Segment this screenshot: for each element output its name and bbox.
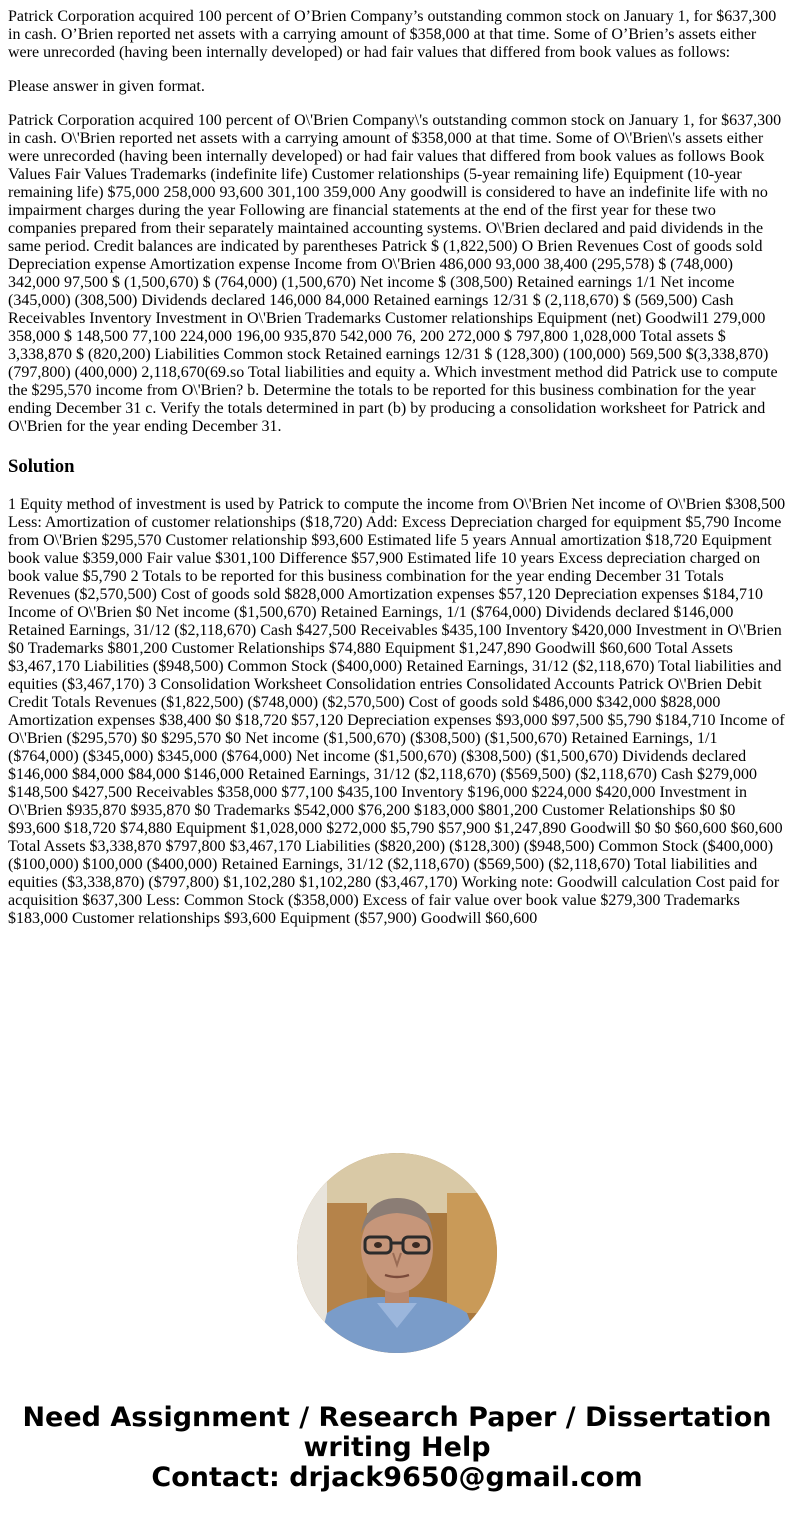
question-full-text: Patrick Corporation acquired 100 percent of O\'Brien Company\'s outstanding common stock on January 1, for $637,300 in cash. O\'Brien reported net assets with a carrying amount of $358,000 at that time. Some of O\'Brien\'s assets either were unrecorded (having been internally developed) or had fair values that differed from book values as follows Book Values Fair Values Trademarks (indefinite life) Customer relationships (5-year remaining life) Equipment (10-year remaining life) $75,000 258,000 93,600 301,100 359,000 Any goodwill is considered to have an indefinite life with no impairment charges during the year Following are financial statements at the end of the first year for these two companies prepared from their separately maintained accounting systems. O\'Brien declared and paid dividends in the same period. Credit balances are indicated by parentheses Patrick $ (1,822,500) O Brien Revenues Cost of goods sold Depreciation expense Amortization expense Income from O\'Brien 486,000 93,000 38,400 (295,578) $ (748,000) 342,000 97,500 $ (1,500,670) $ (764,000) (1,500,670) Net income $ (308,500) Retained earnings 1/1 Net income (345,000) (308,500) Dividends declared 146,000 84,000 Retained earnings 12/31 $ (2,118,670) $ (569,500) Cash Receivables Inventory Investment in O\'Brien Trademarks Customer relationships Equipment (net) Goodwil1 279,000 358,000 $ 148,500 77,100 224,000 196,00 935,870 542,000 76, 200 272,000 $ 797,800 1,028,000 Total assets $ 3,338,870 $ (820,200) Liabilities Common stock Retained earnings 12/31 $ (128,300) (100,000) 569,500 $(3,338,870) (797,800) (400,000) 2,118,670(69.so Total liabilities and equity a. Which investment method did Patrick use to compute the $295,570 income from O\'Brien? b. Determine the totals to be reported for this business combination for the year ending December 31 c. Verify the totals determined in part (b) by producing a consolidation worksheet for Patrick and O\'Brien for the year ending December 31. — [8, 112, 782, 435]
footer-call-to-action — [0, 1403, 794, 1493]
document-body — [8, 8, 786, 944]
author-avatar — [297, 1153, 497, 1353]
footer-contact-email[interactable]: Contact: drjack9650@gmail.com — [151, 1462, 643, 1493]
question-intro: Patrick Corporation acquired 100 percent of O’Brien Company’s outstanding common stock on January 1, for $637,300 in cash. O’Brien reported net assets with a carrying amount of $358,000 at that time. Some of O’Brien’s assets either were unrecorded (having been internally developed) or had fair values that differed from book values as follows: — [8, 8, 777, 61]
solution-heading: Solution — [8, 456, 75, 477]
author-photo — [297, 1153, 497, 1353]
footer-line-2: writing Help — [303, 1432, 491, 1463]
solution-body: 1 Equity method of investment is used by Patrick to compute the income from O\'Brien Net income of O\'Brien $308,500 Less: Amortization of customer relationships ($18,720) Add: Excess Depreciation charged for equipment $5,790 Income from O\'Brien $295,570 Customer relationship $93,600 Estimated life 5 years Annual amortization $18,720 Equipment book value $359,000 Fair value $301,100 Difference $57,900 Estimated life 10 years Excess depreciation charged on book value $5,790 2 Totals to be reported for this business combination for the year ending December 31 Totals Revenues ($2,570,500) Cost of goods sold $828,000 Amortization expenses $57,120 Depreciation expenses $184,710 Income of O\'Brien $0 Net income ($1,500,670) Retained Earnings, 1/1 ($764,000) Dividends declared $146,000 Retained Earnings, 31/12 ($2,118,670) Cash $427,500 Receivables $435,100 Inventory $420,000 Investment in O\'Brien $0 Trademarks $801,200 Customer Relationships $74,880 Equipment $1,247,890 Goodwill $60,600 Total Assets $3,467,170 Liabilities ($948,500) Common Stock ($400,000) Retained Earnings, 31/12 ($2,118,670) Total liabilities and equities ($3,467,170) 3 Consolidation Worksheet Consolidation entries Consolidated Accounts Patrick O\'Brien Debit Credit Totals Revenues ($1,822,500) ($748,000) ($2,570,500) Cost of goods sold $486,000 $342,000 $828,000 Amortization expenses $38,400 $0 $18,720 $57,120 Depreciation expenses $93,000 $97,500 $5,790 $184,710 Income of O\'Brien ($295,570) $0 $295,570 $0 Net income ($1,500,670) ($308,500) ($1,500,670) Retained Earnings, 1/1 ($764,000) ($345,000) $345,000 ($764,000) Net income ($1,500,670) ($308,500) ($1,500,670) Dividends declared $146,000 $84,000 $84,000 $146,000 Retained Earnings, 31/12 ($2,118,670) ($569,500) ($2,118,670) Cash $279,000 $148,500 $427,500 Receivables $358,000 $77,100 $435,100 Inventory $196,000 $224,000 $420,000 Investment in O\'Brien $935,870 $935,870 $0 Trademarks $542,000 $76,200 $183,000 $801,200 Customer Relationships $0 $0 $93,600 $18,720 $74,880 Equipment $1,028,000 $272,000 $5,790 $57,900 $1,247,890 Goodwill $0 $0 $60,600 $60,600 Total Assets $3,338,870 $797,800 $3,467,170 Liabilities ($820,200) ($128,300) ($948,500) Common Stock ($400,000) ($100,000) $100,000 ($400,000) Retained Earnings, 31/12 ($2,118,670) ($569,500) ($2,118,670) Total liabilities and equities ($3,338,870) ($797,800) $1,102,280 $1,102,280 ($3,467,170) Working note: Goodwill calculation Cost paid for acquisition $637,300 Less: Common Stock ($358,000) Excess of fair value over book value $279,300 Trademarks $183,000 Customer relationships $93,600 Equipment ($57,900) Goodwill $60,600 — [8, 496, 786, 927]
question-instruction: Please answer in given format. — [8, 78, 205, 95]
footer-line-1: Need Assignment / Research Paper / Dissertation — [22, 1402, 772, 1433]
